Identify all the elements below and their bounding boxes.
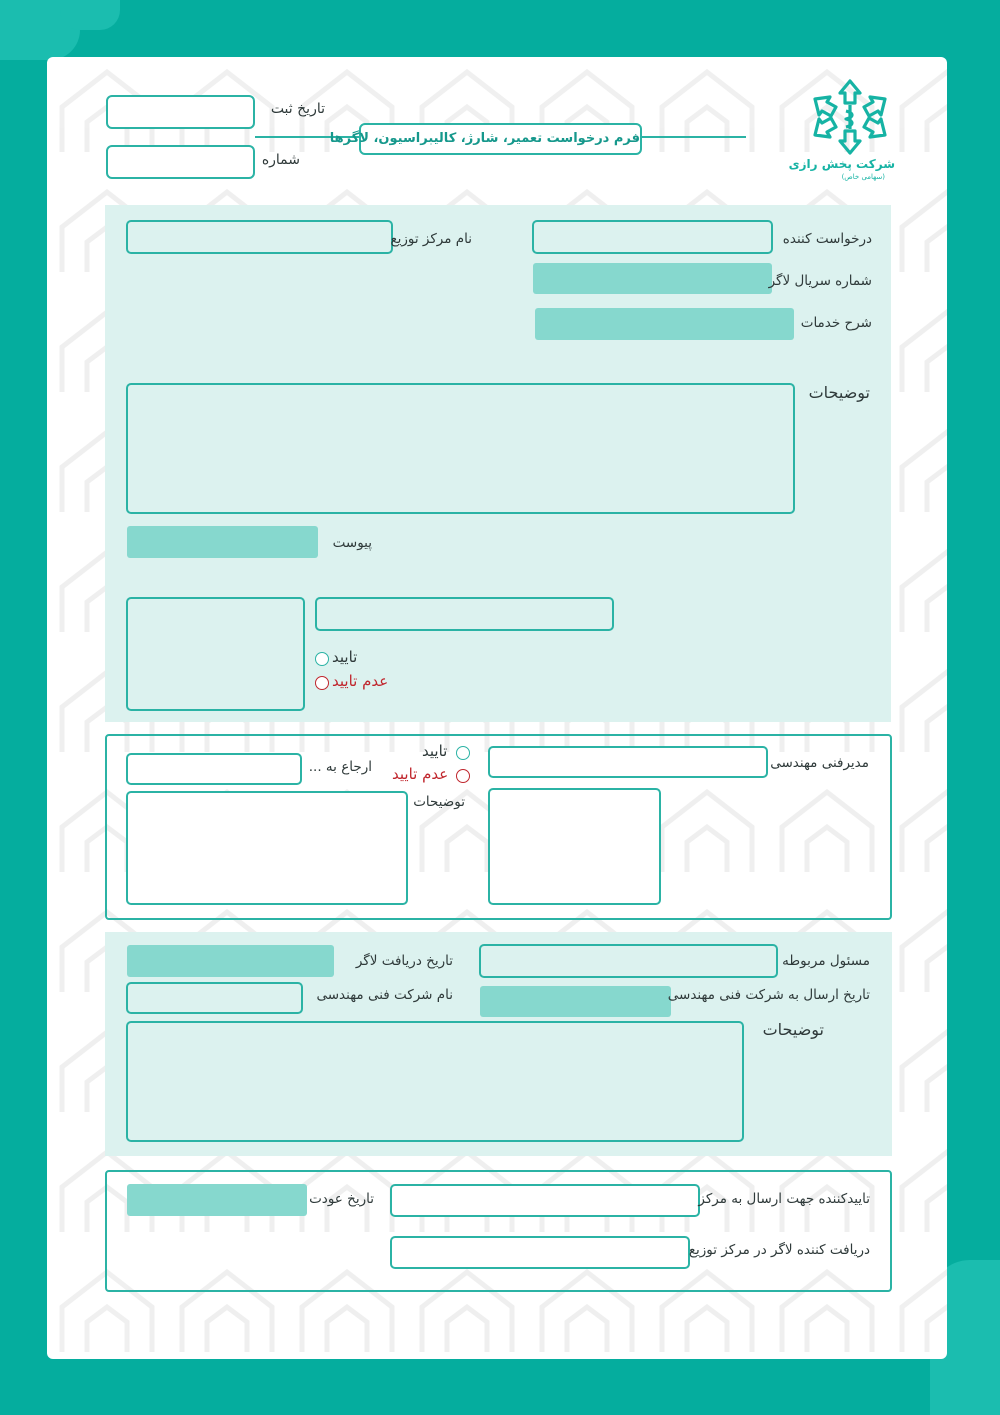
company-subtitle: (سهامی خاص) [841, 173, 885, 181]
services-label: شرح خدمات [800, 315, 872, 331]
approve-radio[interactable] [315, 652, 329, 666]
company-description-textarea[interactable] [126, 1021, 744, 1142]
send-date-label: تاریخ ارسال به شرکت فنی مهندسی [667, 987, 870, 1003]
approve-label: تایید [332, 648, 358, 666]
razi-star-logo-icon [805, 75, 895, 159]
company-description-label: توضیحات [762, 1020, 824, 1039]
return-date-label: تاریخ عودت [309, 1191, 374, 1207]
form-title: فرم درخواست تعمیر، شارژ، کالیبراسیون، لاگرها [359, 123, 642, 155]
services-field[interactable] [535, 308, 794, 340]
form-number-label: شماره [261, 152, 300, 168]
signature-box[interactable] [126, 597, 305, 711]
logger-serial-label: شماره سریال لاگر [768, 273, 872, 289]
send-date-field[interactable] [480, 986, 671, 1017]
logger-receive-date-field[interactable] [127, 945, 334, 977]
engineering-manager-field[interactable] [488, 746, 768, 778]
engineering-company-label: نام شرکت فنی مهندسی [316, 987, 453, 1003]
reject-radio[interactable] [456, 769, 470, 783]
reject-label: عدم تایید [332, 672, 389, 690]
title-rule-right [640, 136, 746, 138]
manager-description-textarea[interactable] [126, 791, 408, 905]
distribution-center-field[interactable] [126, 220, 393, 254]
logger-receiver-field[interactable] [390, 1236, 690, 1269]
form-number-field[interactable] [106, 145, 255, 179]
engineering-company-field[interactable] [126, 982, 303, 1014]
responsible-field[interactable] [479, 944, 778, 978]
responsible-label: مسئول مربوطه [782, 953, 870, 969]
logger-receiver-label: دریافت کننده لاگر در مرکز توزیع [688, 1242, 870, 1258]
send-approver-field[interactable] [390, 1184, 700, 1217]
approve-label: تایید [422, 742, 448, 760]
return-date-field[interactable] [127, 1184, 307, 1216]
registration-date-field[interactable] [106, 95, 255, 129]
form-page [47, 57, 947, 1359]
manager-signature-box[interactable] [488, 788, 661, 905]
refer-to-label: ارجاع به ... [308, 759, 372, 775]
requester-label: درخواست کننده [782, 231, 872, 247]
engineering-manager-label: مدیرفنی مهندسی [770, 755, 869, 771]
distribution-center-label: نام مرکز توزیع [390, 231, 472, 247]
send-approver-label: تاییدکننده جهت ارسال به مرکز [698, 1191, 870, 1207]
manager-description-label: توضیحات [413, 794, 465, 810]
requester-field[interactable] [532, 220, 773, 254]
description-label: توضیحات [808, 383, 870, 402]
refer-to-field[interactable] [126, 753, 302, 785]
description-textarea[interactable] [126, 383, 795, 514]
approve-radio[interactable] [456, 746, 470, 760]
reject-label: عدم تایید [392, 765, 449, 783]
logger-receive-date-label: تاریخ دریافت لاگر [355, 953, 453, 969]
company-name: شرکت پخش رازی [788, 157, 895, 171]
registration-date-label: تاریخ ثبت [270, 101, 325, 117]
attachment-label: پیوست [332, 535, 372, 551]
reject-radio[interactable] [315, 676, 329, 690]
approver-field[interactable] [315, 597, 614, 631]
attachment-field[interactable] [127, 526, 318, 558]
logger-serial-field[interactable] [533, 263, 772, 294]
background-blob [60, 0, 120, 30]
